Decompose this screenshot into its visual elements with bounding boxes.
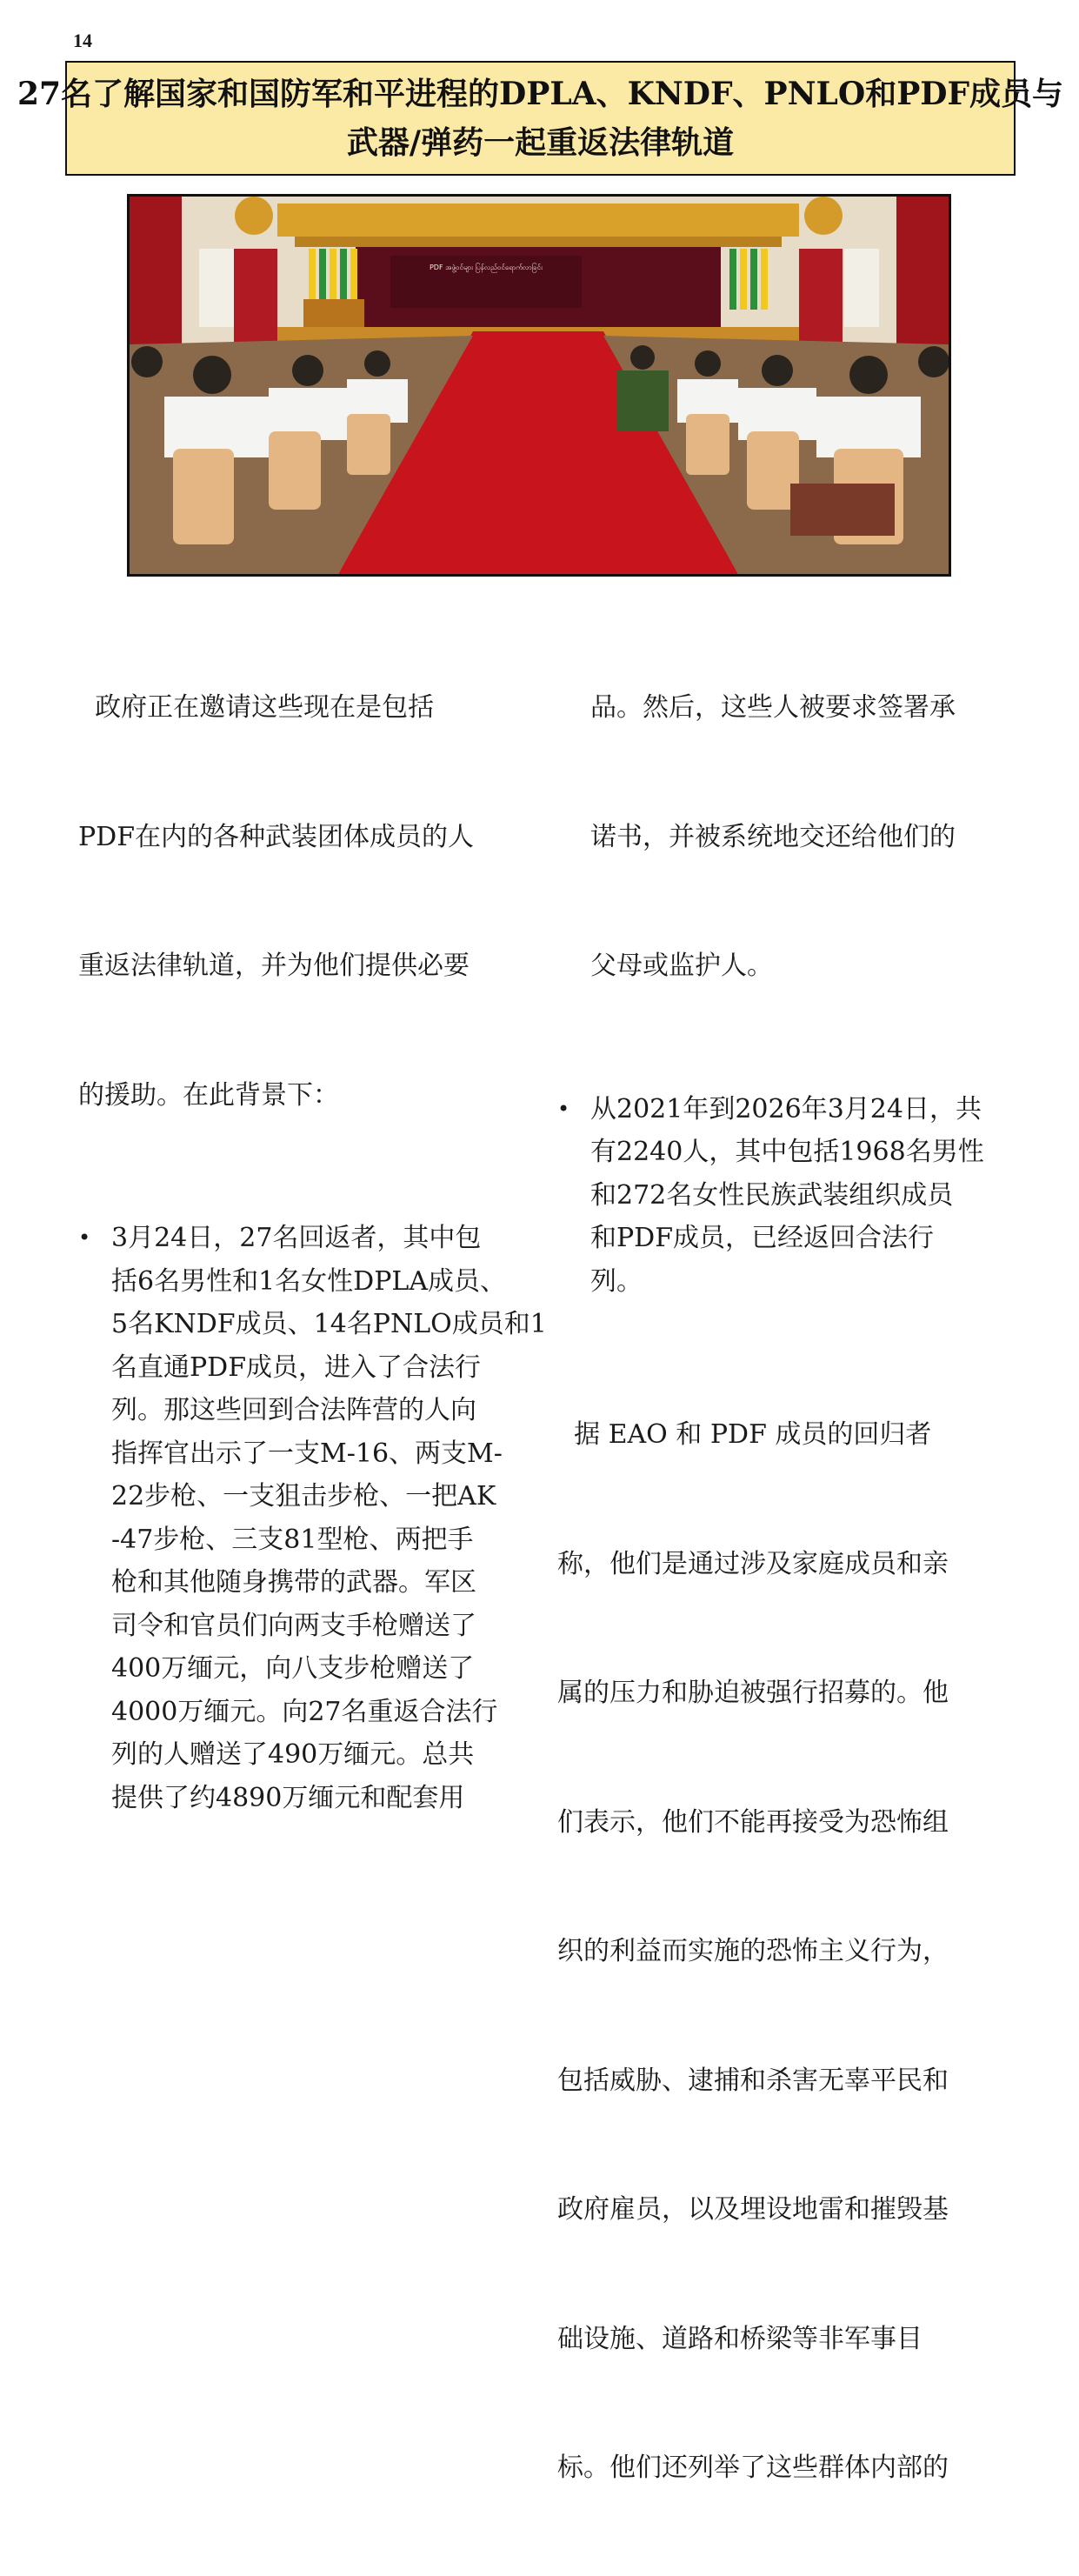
bullet-item-march-24 <box>78 1217 547 1819</box>
bullet-line: 名直通PDF成员，进入了合法行 <box>111 1351 482 1383</box>
left-column <box>78 600 547 1819</box>
closing-line: 称，他们是通过涉及家庭成员和亲 <box>557 1548 949 1579</box>
closing-line: 包括威胁、逮捕和杀害无辜平民和 <box>557 2065 949 2096</box>
ceremony-photo-illustration <box>130 197 949 574</box>
right-column <box>557 600 1009 2576</box>
closing-line: 织的利益而实施的恐怖主义行为， <box>557 1936 949 1966</box>
bullet-line: 从2021年到2026年3月24日，共 <box>590 1093 982 1124</box>
intro-line: 重返法律轨道，并为他们提供必要 <box>78 951 470 981</box>
headline-line-2: 武器/弹药一起重返法律轨道 <box>346 124 735 161</box>
intro-paragraph <box>78 600 526 1203</box>
bullet-line: 有2240人，其中包括1968名男性 <box>590 1137 984 1167</box>
bullet-marker: • <box>78 1225 91 1250</box>
bullet-line: 和272名女性民族武装组织成员 <box>590 1179 954 1211</box>
bullet-line: -47步枪、三支81型枪、两把手 <box>111 1524 474 1555</box>
headline-line-1: 27名了解国家和国防军和平进程的DPLA、KNDF、PNLO和PDF成员与 <box>17 76 1064 112</box>
bullet-line: 司令和官员们向两支手枪赠送了 <box>111 1610 476 1641</box>
closing-line: 们表示，他们不能再接受为恐怖组 <box>557 1806 949 1838</box>
ceremony-photo <box>127 194 951 577</box>
bullet-line: 列。那这些回到合法阵营的人向 <box>111 1395 476 1425</box>
bullet-line: 列的人赠送了490万缅元。总共 <box>111 1739 475 1770</box>
closing-line: 据 EAO 和 PDF 成员的回归者 <box>557 1419 932 1450</box>
bullet-line: 400万缅元，向八支步枪赠送了 <box>111 1653 475 1684</box>
closing-paragraph <box>557 1327 1009 2576</box>
bullet-line: 4000万缅元。向27名重返合法行 <box>111 1696 498 1727</box>
closing-line: 础设施、道路和桥梁等非军事目 <box>557 2323 922 2354</box>
continuation-line: 品。然后，这些人被要求签署承 <box>590 692 956 723</box>
bullet-marker: • <box>557 1096 570 1121</box>
bullet-line: 括6名男性和1名女性DPLA成员、 <box>111 1265 506 1297</box>
closing-line: 标。他们还列举了这些群体内部的 <box>557 2453 949 2483</box>
bullet-line: 枪和其他随身携带的武器。军区 <box>111 1567 476 1598</box>
backdrop-banner-text: PDF အဖွဲ့ဝင်များ ပြန်လည်ဝင်ရောက်လာခြင်း <box>429 264 543 271</box>
bullet-line: 提供了约4890万缅元和配套用 <box>111 1782 465 1813</box>
continuation-paragraph <box>557 600 1009 1074</box>
continuation-line: 诺书，并被系统地交还给他们的 <box>590 821 956 852</box>
headline-box <box>17 61 1064 176</box>
closing-line: 属的压力和胁迫被强行招募的。他 <box>557 1678 949 1708</box>
bullet-item-2021-2026 <box>557 1088 1009 1304</box>
closing-line: 政府雇员，以及埋设地雷和摧毁基 <box>557 2194 949 2225</box>
page-number: 14 <box>73 30 92 51</box>
bullet-line: 和PDF成员，已经返回合法行 <box>590 1223 935 1253</box>
bullet-line: 22步枪、一支狙击步枪、一把AK <box>111 1481 496 1512</box>
continuation-line: 父母或监护人。 <box>590 951 773 981</box>
bullet-line: 3月24日，27名回返者，其中包 <box>111 1223 482 1253</box>
intro-line: 政府正在邀请这些现在是包括 <box>78 692 435 723</box>
bullet-line: 5名KNDF成员、14名PNLO成员和1 <box>111 1309 547 1339</box>
intro-line: 的援助。在此背景下： <box>78 1079 339 1111</box>
intro-line: PDF在内的各种武装团体成员的人 <box>78 821 475 852</box>
bullet-line: 指挥官出示了一支M-16、两支M- <box>111 1438 503 1469</box>
bullet-line: 列。 <box>590 1265 643 1297</box>
